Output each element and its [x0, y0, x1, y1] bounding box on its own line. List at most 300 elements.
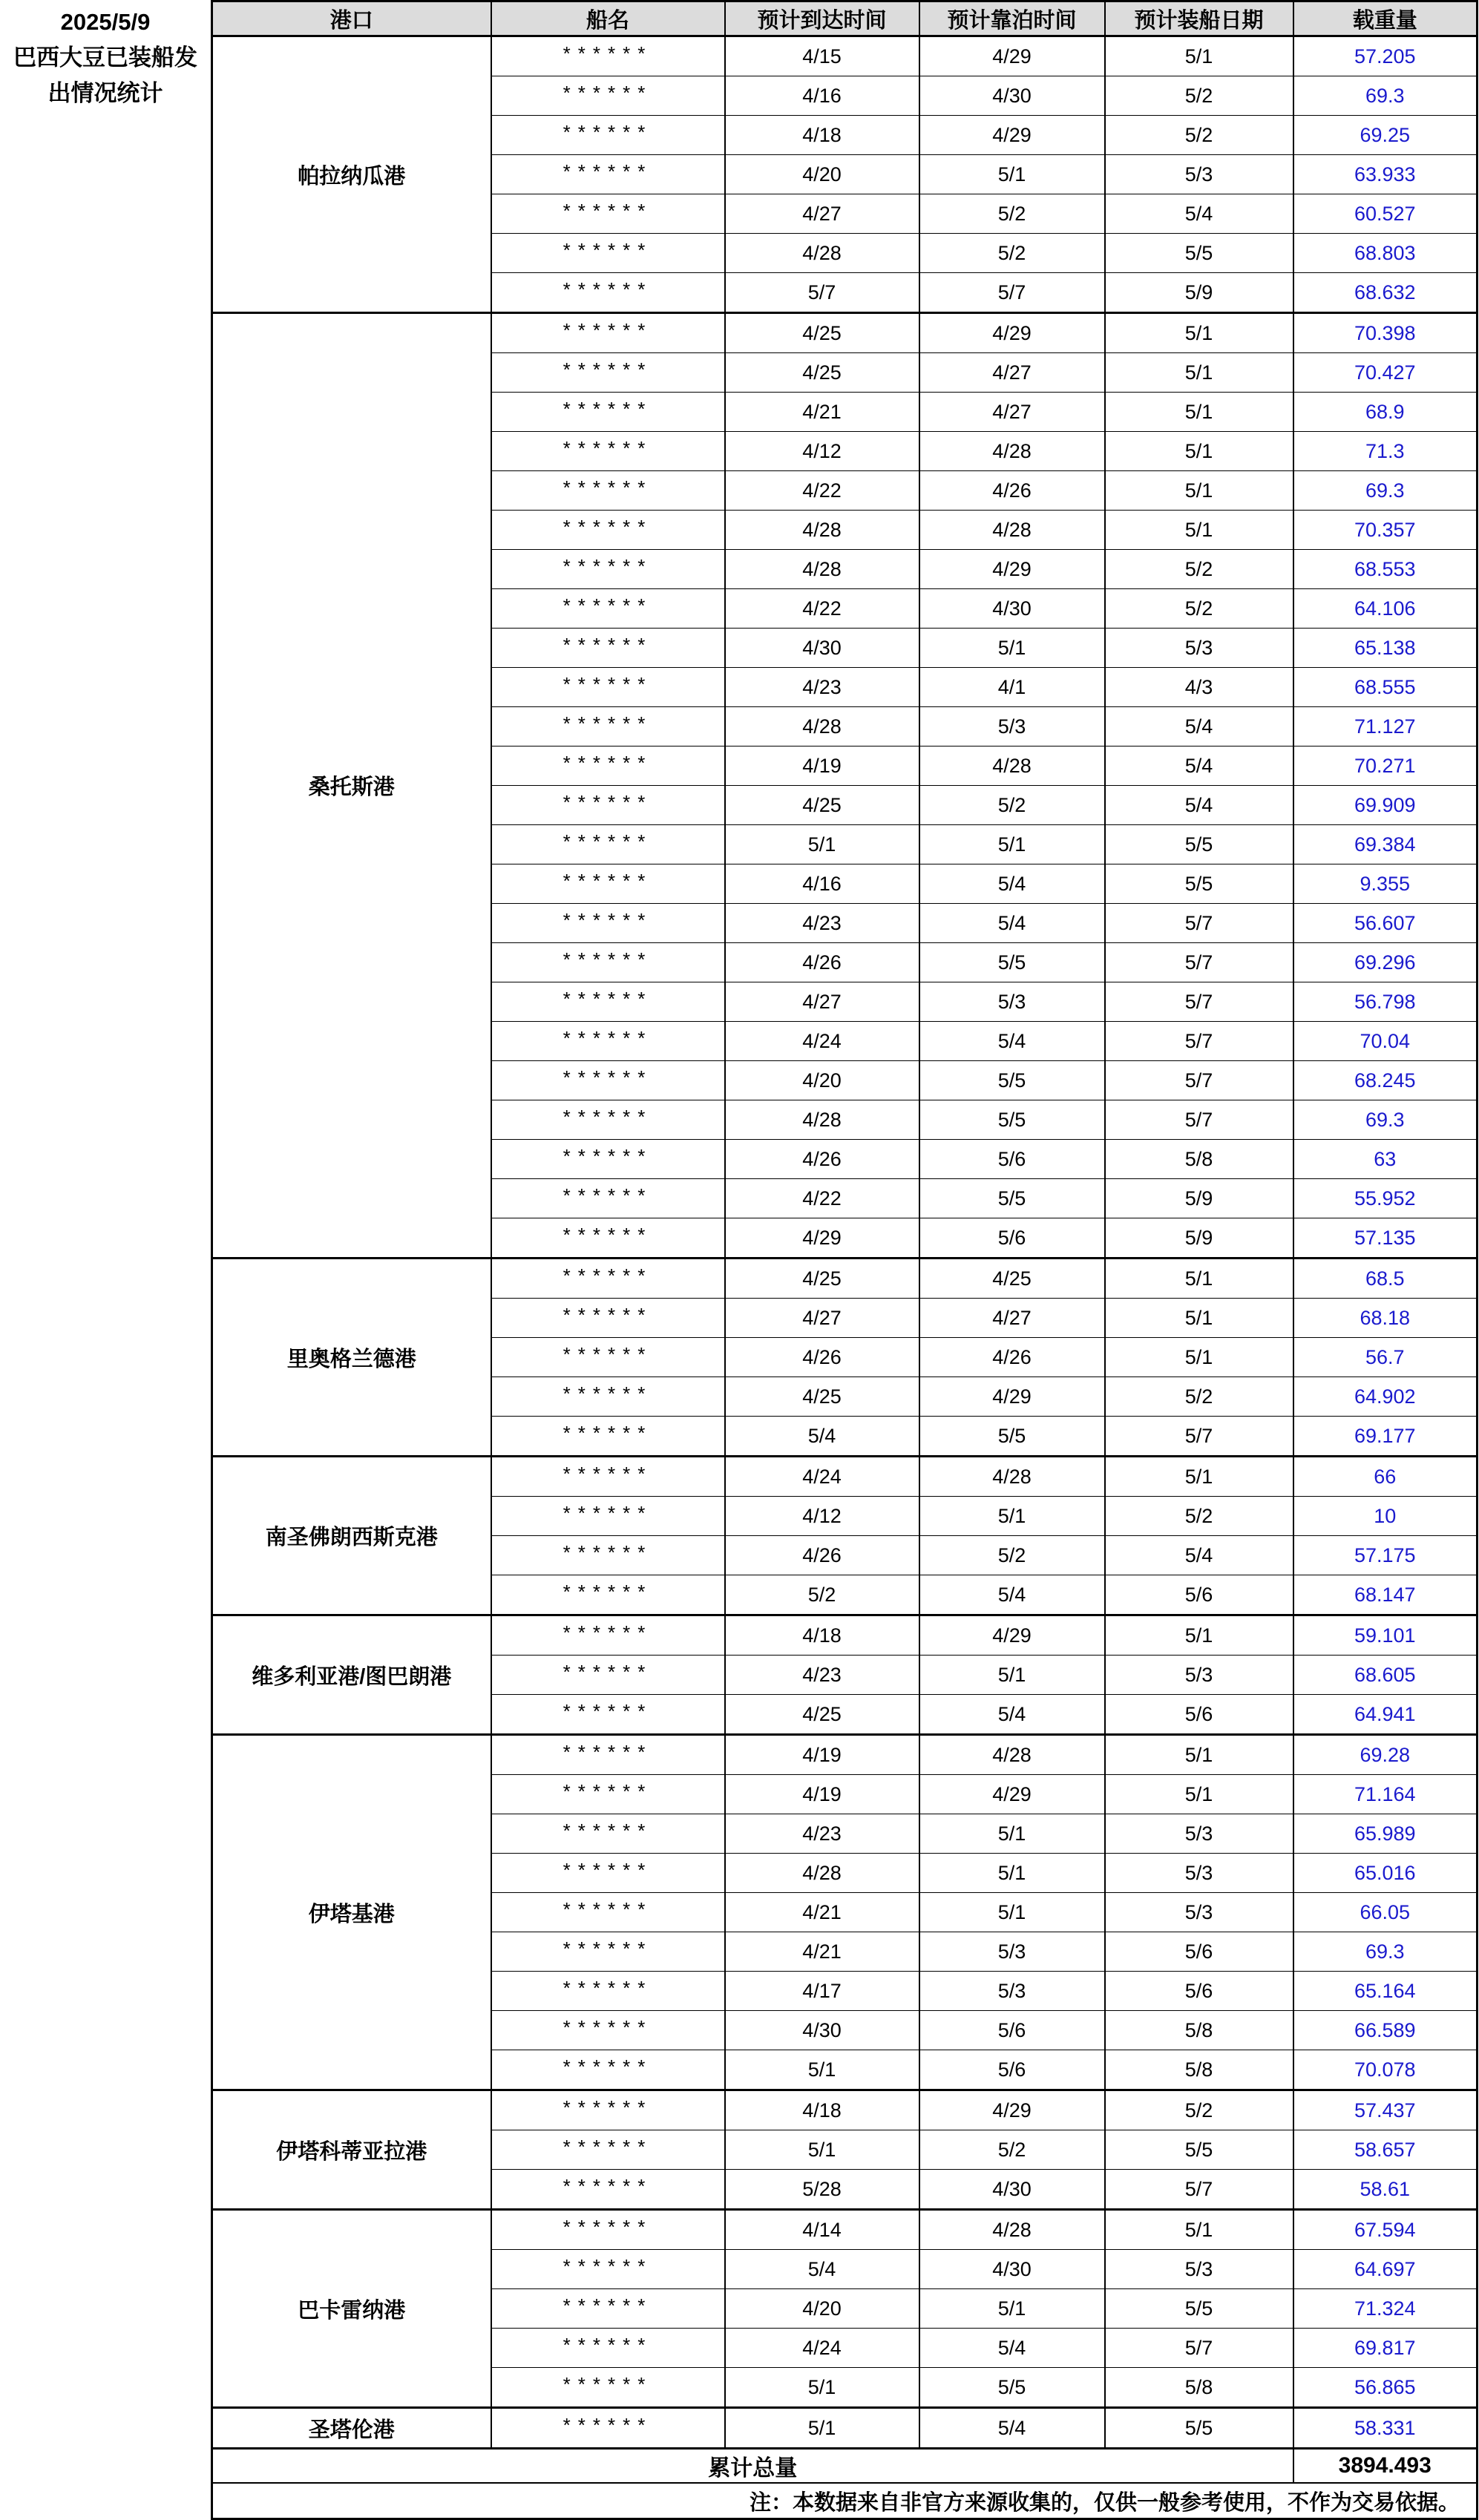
eta-cell: 4/20	[725, 155, 919, 194]
eta-cell: 4/18	[725, 116, 919, 155]
berth-cell: 5/5	[919, 1100, 1105, 1140]
loading-date-cell: 5/3	[1105, 1854, 1293, 1893]
loading-date-cell: 5/5	[1105, 2408, 1293, 2449]
ship-name-cell: ******	[491, 2329, 725, 2368]
loading-date-cell: 5/2	[1105, 1377, 1293, 1417]
eta-cell: 5/1	[725, 825, 919, 864]
eta-cell: 5/1	[725, 2368, 919, 2408]
ship-name-cell: ******	[491, 1140, 725, 1179]
loading-date-cell: 5/8	[1105, 2368, 1293, 2408]
ship-name-cell: ******	[491, 353, 725, 393]
column-header-weight: 载重量	[1293, 1, 1478, 36]
loading-date-cell: 5/1	[1105, 432, 1293, 471]
berth-cell: 5/2	[919, 2130, 1105, 2170]
berth-cell: 5/4	[919, 1022, 1105, 1061]
berth-cell: 5/1	[919, 155, 1105, 194]
report-title	[0, 0, 211, 111]
port-name-cell: 伊塔科蒂亚拉港	[212, 2090, 491, 2210]
eta-cell: 4/26	[725, 943, 919, 982]
eta-cell: 4/28	[725, 707, 919, 747]
weight-cell: 65.016	[1293, 1854, 1478, 1893]
loading-date-cell: 5/7	[1105, 2170, 1293, 2210]
table-body	[212, 36, 1478, 2449]
ship-name-cell: ******	[491, 116, 725, 155]
berth-cell: 5/6	[919, 1140, 1105, 1179]
weight-cell: 63	[1293, 1140, 1478, 1179]
loading-date-cell: 5/5	[1105, 2130, 1293, 2170]
eta-cell: 4/27	[725, 982, 919, 1022]
berth-cell: 5/2	[919, 1536, 1105, 1575]
berth-cell: 5/3	[919, 707, 1105, 747]
loading-date-cell: 5/1	[1105, 1457, 1293, 1497]
loading-date-cell: 5/8	[1105, 2050, 1293, 2090]
ship-name-cell: ******	[491, 550, 725, 589]
loading-date-cell: 5/7	[1105, 2329, 1293, 2368]
eta-cell: 4/28	[725, 550, 919, 589]
eta-cell: 5/4	[725, 1417, 919, 1457]
berth-cell: 5/4	[919, 864, 1105, 904]
berth-cell: 4/28	[919, 1735, 1105, 1775]
header-row	[212, 1, 1478, 36]
weight-cell: 70.427	[1293, 353, 1478, 393]
loading-date-cell: 5/3	[1105, 1656, 1293, 1695]
weight-cell: 71.164	[1293, 1775, 1478, 1814]
column-header-berth: 预计靠泊时间	[919, 1, 1105, 36]
ship-name-cell: ******	[491, 1022, 725, 1061]
loading-date-cell: 5/5	[1105, 864, 1293, 904]
total-row	[212, 2449, 1478, 2484]
berth-cell: 4/29	[919, 116, 1105, 155]
berth-cell: 4/28	[919, 1457, 1105, 1497]
eta-cell: 4/26	[725, 1338, 919, 1377]
weight-cell: 57.135	[1293, 1218, 1478, 1259]
weight-cell: 56.607	[1293, 904, 1478, 943]
loading-date-cell: 5/1	[1105, 1299, 1293, 1338]
weight-cell: 69.384	[1293, 825, 1478, 864]
berth-cell: 5/1	[919, 1814, 1105, 1854]
ship-name-cell: ******	[491, 432, 725, 471]
eta-cell: 5/2	[725, 1575, 919, 1615]
ship-name-cell: ******	[491, 1377, 725, 1417]
weight-cell: 64.941	[1293, 1695, 1478, 1735]
berth-cell: 4/25	[919, 1259, 1105, 1299]
ship-name-cell: ******	[491, 1218, 725, 1259]
berth-cell: 4/28	[919, 747, 1105, 786]
berth-cell: 4/30	[919, 76, 1105, 116]
berth-cell: 4/29	[919, 1377, 1105, 1417]
column-header-port: 港口	[212, 1, 491, 36]
port-name-cell: 维多利亚港/图巴朗港	[212, 1615, 491, 1735]
loading-date-cell: 5/6	[1105, 1695, 1293, 1735]
berth-cell: 5/3	[919, 1932, 1105, 1972]
ship-name-cell: ******	[491, 1932, 725, 1972]
loading-date-cell: 5/1	[1105, 353, 1293, 393]
column-header-load: 预计装船日期	[1105, 1, 1293, 36]
note-row	[212, 2483, 1478, 2519]
berth-cell: 4/29	[919, 1615, 1105, 1656]
ship-name-cell: ******	[491, 2210, 725, 2250]
berth-cell: 5/1	[919, 1656, 1105, 1695]
loading-date-cell: 5/4	[1105, 1536, 1293, 1575]
ship-name-cell: ******	[491, 1061, 725, 1100]
ship-name-cell: ******	[491, 76, 725, 116]
eta-cell: 4/27	[725, 1299, 919, 1338]
eta-cell: 4/23	[725, 1656, 919, 1695]
loading-date-cell: 5/6	[1105, 1932, 1293, 1972]
weight-cell: 69.25	[1293, 116, 1478, 155]
weight-cell: 56.865	[1293, 2368, 1478, 2408]
loading-date-cell: 5/4	[1105, 747, 1293, 786]
eta-cell: 4/23	[725, 904, 919, 943]
loading-date-cell: 5/6	[1105, 1972, 1293, 2011]
weight-cell: 68.147	[1293, 1575, 1478, 1615]
ship-name-cell: ******	[491, 393, 725, 432]
eta-cell: 5/1	[725, 2408, 919, 2449]
eta-cell: 4/25	[725, 313, 919, 353]
loading-date-cell: 5/7	[1105, 1417, 1293, 1457]
loading-date-cell: 5/1	[1105, 511, 1293, 550]
loading-date-cell: 5/8	[1105, 1140, 1293, 1179]
ship-name-cell: ******	[491, 234, 725, 273]
berth-cell: 4/29	[919, 313, 1105, 353]
eta-cell: 4/18	[725, 1615, 919, 1656]
table-row	[212, 1615, 1478, 1656]
loading-date-cell: 5/9	[1105, 273, 1293, 313]
weight-cell: 64.902	[1293, 1377, 1478, 1417]
weight-cell: 66.05	[1293, 1893, 1478, 1932]
ship-name-cell: ******	[491, 629, 725, 668]
eta-cell: 5/1	[725, 2050, 919, 2090]
ship-name-cell: ******	[491, 2050, 725, 2090]
table-footer	[212, 2449, 1478, 2519]
weight-cell: 70.271	[1293, 747, 1478, 786]
ship-name-cell: ******	[491, 747, 725, 786]
weight-cell: 68.555	[1293, 668, 1478, 707]
weight-cell: 69.3	[1293, 76, 1478, 116]
weight-cell: 58.61	[1293, 2170, 1478, 2210]
berth-cell: 5/6	[919, 2050, 1105, 2090]
weight-cell: 68.5	[1293, 1259, 1478, 1299]
table-header	[212, 1, 1478, 36]
weight-cell: 68.632	[1293, 273, 1478, 313]
eta-cell: 5/7	[725, 273, 919, 313]
ship-name-cell: ******	[491, 1854, 725, 1893]
eta-cell: 4/16	[725, 76, 919, 116]
loading-date-cell: 5/2	[1105, 2090, 1293, 2130]
eta-cell: 5/1	[725, 2130, 919, 2170]
report-date: 2025/5/9	[60, 9, 151, 35]
ship-name-cell: ******	[491, 668, 725, 707]
weight-cell: 71.127	[1293, 707, 1478, 747]
berth-cell: 5/1	[919, 2289, 1105, 2329]
eta-cell: 4/19	[725, 1775, 919, 1814]
ship-name-cell: ******	[491, 2250, 725, 2289]
berth-cell: 4/28	[919, 2210, 1105, 2250]
table-row	[212, 1457, 1478, 1497]
loading-date-cell: 5/1	[1105, 2210, 1293, 2250]
loading-date-cell: 5/5	[1105, 234, 1293, 273]
berth-cell: 4/30	[919, 2170, 1105, 2210]
weight-cell: 71.3	[1293, 432, 1478, 471]
berth-cell: 5/6	[919, 2011, 1105, 2050]
loading-date-cell: 5/1	[1105, 1735, 1293, 1775]
weight-cell: 57.175	[1293, 1536, 1478, 1575]
weight-cell: 58.657	[1293, 2130, 1478, 2170]
ship-name-cell: ******	[491, 707, 725, 747]
ship-name-cell: ******	[491, 2368, 725, 2408]
eta-cell: 4/28	[725, 1100, 919, 1140]
eta-cell: 4/21	[725, 1893, 919, 1932]
berth-cell: 4/28	[919, 511, 1105, 550]
loading-date-cell: 5/1	[1105, 1259, 1293, 1299]
eta-cell: 4/20	[725, 2289, 919, 2329]
ship-name-cell: ******	[491, 1100, 725, 1140]
ship-name-cell: ******	[491, 1417, 725, 1457]
ship-name-cell: ******	[491, 825, 725, 864]
loading-date-cell: 5/1	[1105, 1338, 1293, 1377]
table-row	[212, 36, 1478, 76]
weight-cell: 56.7	[1293, 1338, 1478, 1377]
weight-cell: 57.205	[1293, 36, 1478, 76]
weight-cell: 65.164	[1293, 1972, 1478, 2011]
weight-cell: 60.527	[1293, 194, 1478, 234]
berth-cell: 4/29	[919, 36, 1105, 76]
eta-cell: 4/26	[725, 1140, 919, 1179]
berth-cell: 5/7	[919, 273, 1105, 313]
ship-name-cell: ******	[491, 1497, 725, 1536]
berth-cell: 4/26	[919, 471, 1105, 511]
ship-name-cell: ******	[491, 1575, 725, 1615]
weight-cell: 65.138	[1293, 629, 1478, 668]
eta-cell: 4/28	[725, 1854, 919, 1893]
berth-cell: 4/29	[919, 1775, 1105, 1814]
loading-date-cell: 5/3	[1105, 1814, 1293, 1854]
weight-cell: 66	[1293, 1457, 1478, 1497]
weight-cell: 57.437	[1293, 2090, 1478, 2130]
berth-cell: 5/4	[919, 1695, 1105, 1735]
eta-cell: 4/15	[725, 36, 919, 76]
ship-name-cell: ******	[491, 1695, 725, 1735]
berth-cell: 5/4	[919, 904, 1105, 943]
eta-cell: 4/18	[725, 2090, 919, 2130]
weight-cell: 68.9	[1293, 393, 1478, 432]
weight-cell: 70.398	[1293, 313, 1478, 353]
weight-cell: 69.3	[1293, 1932, 1478, 1972]
port-name-cell: 南圣佛朗西斯克港	[212, 1457, 491, 1615]
eta-cell: 4/17	[725, 1972, 919, 2011]
eta-cell: 4/26	[725, 1536, 919, 1575]
table-row	[212, 2090, 1478, 2130]
loading-date-cell: 5/9	[1105, 1179, 1293, 1218]
loading-date-cell: 5/7	[1105, 1022, 1293, 1061]
weight-cell: 59.101	[1293, 1615, 1478, 1656]
eta-cell: 4/21	[725, 1932, 919, 1972]
ship-name-cell: ******	[491, 1536, 725, 1575]
berth-cell: 5/1	[919, 825, 1105, 864]
table-row	[212, 1259, 1478, 1299]
port-name-cell: 里奥格兰德港	[212, 1259, 491, 1457]
eta-cell: 4/22	[725, 589, 919, 629]
berth-cell: 5/2	[919, 194, 1105, 234]
loading-date-cell: 5/7	[1105, 943, 1293, 982]
loading-date-cell: 5/2	[1105, 116, 1293, 155]
eta-cell: 5/28	[725, 2170, 919, 2210]
ship-name-cell: ******	[491, 313, 725, 353]
eta-cell: 4/12	[725, 1497, 919, 1536]
shipments-table	[211, 0, 1478, 2520]
loading-date-cell: 5/7	[1105, 1100, 1293, 1140]
berth-cell: 5/4	[919, 2329, 1105, 2368]
berth-cell: 4/28	[919, 432, 1105, 471]
disclaimer-note: 注：本数据来自非官方来源收集的，仅供一般参考使用，不作为交易依据。	[212, 2483, 1478, 2519]
berth-cell: 4/26	[919, 1338, 1105, 1377]
table-row	[212, 1735, 1478, 1775]
table-row	[212, 313, 1478, 353]
eta-cell: 4/24	[725, 1457, 919, 1497]
eta-cell: 4/20	[725, 1061, 919, 1100]
ship-name-cell: ******	[491, 511, 725, 550]
ship-name-cell: ******	[491, 2011, 725, 2050]
berth-cell: 5/6	[919, 1218, 1105, 1259]
ship-name-cell: ******	[491, 1893, 725, 1932]
loading-date-cell: 5/1	[1105, 36, 1293, 76]
berth-cell: 5/1	[919, 1497, 1105, 1536]
weight-cell: 66.589	[1293, 2011, 1478, 2050]
weight-cell: 69.3	[1293, 1100, 1478, 1140]
eta-cell: 4/12	[725, 432, 919, 471]
ship-name-cell: ******	[491, 1735, 725, 1775]
ship-name-cell: ******	[491, 194, 725, 234]
loading-date-cell: 5/2	[1105, 589, 1293, 629]
report-title-text: 巴西大豆已装船发出情况统计	[13, 45, 197, 106]
loading-date-cell: 5/2	[1105, 1497, 1293, 1536]
eta-cell: 4/25	[725, 1259, 919, 1299]
berth-cell: 4/29	[919, 2090, 1105, 2130]
eta-cell: 4/22	[725, 1179, 919, 1218]
ship-name-cell: ******	[491, 471, 725, 511]
berth-cell: 4/1	[919, 668, 1105, 707]
eta-cell: 4/24	[725, 1022, 919, 1061]
weight-cell: 55.952	[1293, 1179, 1478, 1218]
weight-cell: 70.357	[1293, 511, 1478, 550]
berth-cell: 4/27	[919, 353, 1105, 393]
port-name-cell: 圣塔伦港	[212, 2408, 491, 2449]
loading-date-cell: 5/1	[1105, 313, 1293, 353]
weight-cell: 69.817	[1293, 2329, 1478, 2368]
weight-cell: 69.177	[1293, 1417, 1478, 1457]
table-row	[212, 2210, 1478, 2250]
loading-date-cell: 5/4	[1105, 786, 1293, 825]
ship-name-cell: ******	[491, 1814, 725, 1854]
eta-cell: 4/25	[725, 1377, 919, 1417]
berth-cell: 5/4	[919, 1575, 1105, 1615]
berth-cell: 5/4	[919, 2408, 1105, 2449]
weight-cell: 69.28	[1293, 1735, 1478, 1775]
berth-cell: 4/29	[919, 550, 1105, 589]
ship-name-cell: ******	[491, 982, 725, 1022]
weight-cell: 68.803	[1293, 234, 1478, 273]
eta-cell: 4/14	[725, 2210, 919, 2250]
weight-cell: 10	[1293, 1497, 1478, 1536]
ship-name-cell: ******	[491, 1656, 725, 1695]
berth-cell: 4/27	[919, 1299, 1105, 1338]
eta-cell: 4/22	[725, 471, 919, 511]
eta-cell: 4/30	[725, 2011, 919, 2050]
berth-cell: 5/3	[919, 1972, 1105, 2011]
berth-cell: 5/2	[919, 786, 1105, 825]
loading-date-cell: 5/1	[1105, 1775, 1293, 1814]
column-header-eta: 预计到达时间	[725, 1, 919, 36]
weight-cell: 63.933	[1293, 155, 1478, 194]
eta-cell: 4/29	[725, 1218, 919, 1259]
ship-name-cell: ******	[491, 36, 725, 76]
port-name-cell: 桑托斯港	[212, 313, 491, 1259]
loading-date-cell: 5/6	[1105, 1575, 1293, 1615]
eta-cell: 4/24	[725, 2329, 919, 2368]
eta-cell: 4/19	[725, 1735, 919, 1775]
eta-cell: 4/25	[725, 353, 919, 393]
ship-name-cell: ******	[491, 1615, 725, 1656]
table-row	[212, 2408, 1478, 2449]
ship-name-cell: ******	[491, 786, 725, 825]
berth-cell: 5/1	[919, 629, 1105, 668]
berth-cell: 5/5	[919, 2368, 1105, 2408]
eta-cell: 4/23	[725, 1814, 919, 1854]
total-label: 累计总量	[212, 2449, 1293, 2484]
eta-cell: 4/28	[725, 234, 919, 273]
berth-cell: 4/30	[919, 2250, 1105, 2289]
ship-name-cell: ******	[491, 589, 725, 629]
berth-cell: 5/5	[919, 1179, 1105, 1218]
ship-name-cell: ******	[491, 155, 725, 194]
weight-cell: 9.355	[1293, 864, 1478, 904]
eta-cell: 4/19	[725, 747, 919, 786]
loading-date-cell: 5/3	[1105, 2250, 1293, 2289]
berth-cell: 5/1	[919, 1854, 1105, 1893]
weight-cell: 64.697	[1293, 2250, 1478, 2289]
loading-date-cell: 5/7	[1105, 1061, 1293, 1100]
loading-date-cell: 5/3	[1105, 155, 1293, 194]
column-header-ship: 船名	[491, 1, 725, 36]
berth-cell: 5/3	[919, 982, 1105, 1022]
loading-date-cell: 5/3	[1105, 1893, 1293, 1932]
port-name-cell: 巴卡雷纳港	[212, 2210, 491, 2408]
loading-date-cell: 5/8	[1105, 2011, 1293, 2050]
loading-date-cell: 5/4	[1105, 194, 1293, 234]
eta-cell: 4/27	[725, 194, 919, 234]
ship-name-cell: ******	[491, 2408, 725, 2449]
loading-date-cell: 5/2	[1105, 76, 1293, 116]
weight-cell: 69.3	[1293, 471, 1478, 511]
loading-date-cell: 5/1	[1105, 393, 1293, 432]
ship-name-cell: ******	[491, 1299, 725, 1338]
total-value: 3894.493	[1293, 2449, 1478, 2484]
loading-date-cell: 5/5	[1105, 825, 1293, 864]
loading-date-cell: 5/4	[1105, 707, 1293, 747]
weight-cell: 64.106	[1293, 589, 1478, 629]
port-name-cell: 帕拉纳瓜港	[212, 36, 491, 313]
ship-name-cell: ******	[491, 943, 725, 982]
eta-cell: 4/25	[725, 1695, 919, 1735]
weight-cell: 65.989	[1293, 1814, 1478, 1854]
loading-date-cell: 5/3	[1105, 629, 1293, 668]
loading-date-cell: 5/1	[1105, 471, 1293, 511]
eta-cell: 4/16	[725, 864, 919, 904]
berth-cell: 5/5	[919, 1061, 1105, 1100]
loading-date-cell: 5/9	[1105, 1218, 1293, 1259]
berth-cell: 5/1	[919, 1893, 1105, 1932]
eta-cell: 4/21	[725, 393, 919, 432]
